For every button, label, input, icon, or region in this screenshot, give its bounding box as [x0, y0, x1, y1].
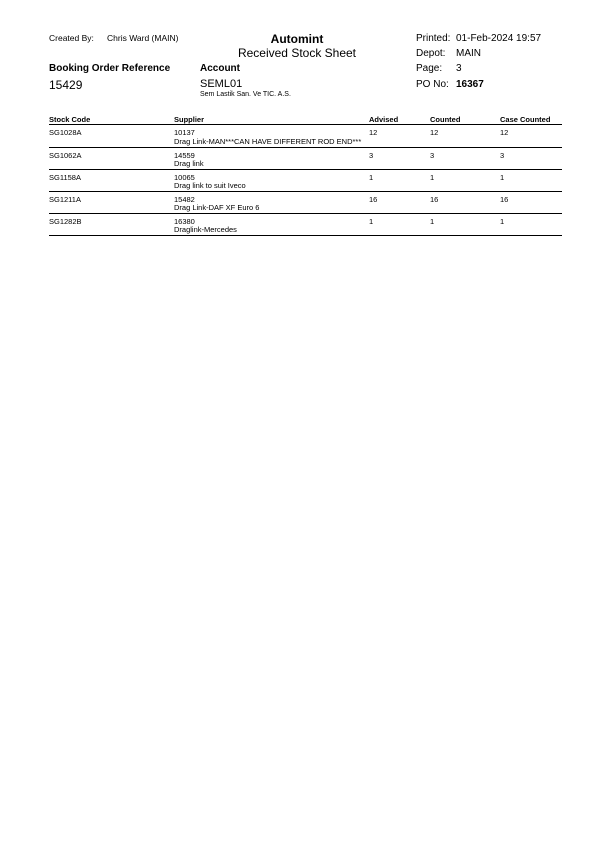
counted: 16: [430, 195, 439, 204]
col-case-counted: Case Counted: [500, 115, 551, 124]
sheet-title: Received Stock Sheet: [237, 46, 357, 60]
row-divider: [49, 235, 562, 236]
supplier-code: 10065: [174, 173, 195, 182]
counted: 1: [430, 217, 435, 226]
row-divider: [49, 169, 562, 170]
counted: 3: [430, 151, 435, 160]
advised: 1: [369, 173, 374, 182]
created-by-value: Chris Ward (MAIN): [107, 33, 179, 43]
col-counted: Counted: [430, 115, 461, 124]
supplier-code: 16380: [174, 217, 195, 226]
account-code: SEML01: [200, 78, 243, 90]
item-description: Drag link: [174, 159, 204, 168]
page-value: 3: [456, 63, 462, 74]
counted: 12: [430, 128, 439, 137]
supplier-code: 15482: [174, 195, 195, 204]
col-stock-code: Stock Code: [49, 115, 91, 124]
case-counted: 12: [500, 128, 509, 137]
supplier-code: 10137: [174, 128, 195, 137]
advised: 3: [369, 151, 374, 160]
po-value: 16367: [456, 79, 484, 90]
advised: 16: [369, 195, 378, 204]
printed-value: 01-Feb-2024 19:57: [456, 33, 542, 44]
row-divider: [49, 191, 562, 192]
stock-code: SG1062A: [49, 151, 82, 160]
counted: 1: [430, 173, 435, 182]
item-description: Drag Link-DAF XF Euro 6: [174, 203, 260, 212]
row-divider: [49, 213, 562, 214]
stock-code: SG1211A: [49, 195, 81, 204]
item-description: Drag Link-MAN***CAN HAVE DIFFERENT ROD END***: [174, 137, 362, 146]
item-description: Draglink-Mercedes: [174, 225, 237, 234]
stock-code: SG1028A: [49, 128, 82, 137]
col-advised: Advised: [369, 115, 399, 124]
depot-label: Depot:: [416, 48, 446, 59]
stock-code: SG1282B: [49, 217, 82, 226]
case-counted: 16: [500, 195, 509, 204]
row-divider: [49, 147, 562, 148]
col-supplier: Supplier: [174, 115, 205, 124]
company-name: Automint: [270, 32, 324, 46]
advised: 1: [369, 217, 374, 226]
po-label: PO No:: [416, 79, 449, 90]
booking-ref-label: Booking Order Reference: [49, 63, 171, 74]
depot-value: MAIN: [456, 48, 481, 59]
created-by-label: Created By:: [49, 33, 94, 43]
item-description: Drag link to suit Iveco: [174, 181, 246, 190]
account-name: Sem Lastik San. Ve TIC. A.S.: [200, 91, 291, 98]
stock-code: SG1158A: [49, 173, 81, 182]
page-label: Page:: [416, 63, 443, 74]
booking-ref-value: 15429: [49, 78, 83, 92]
supplier-code: 14559: [174, 151, 195, 160]
printed-label: Printed:: [416, 33, 451, 44]
case-counted: 1: [500, 173, 505, 182]
case-counted: 1: [500, 217, 505, 226]
header-divider: [49, 124, 562, 125]
case-counted: 3: [500, 151, 505, 160]
advised: 12: [369, 128, 378, 137]
account-label: Account: [200, 63, 240, 74]
